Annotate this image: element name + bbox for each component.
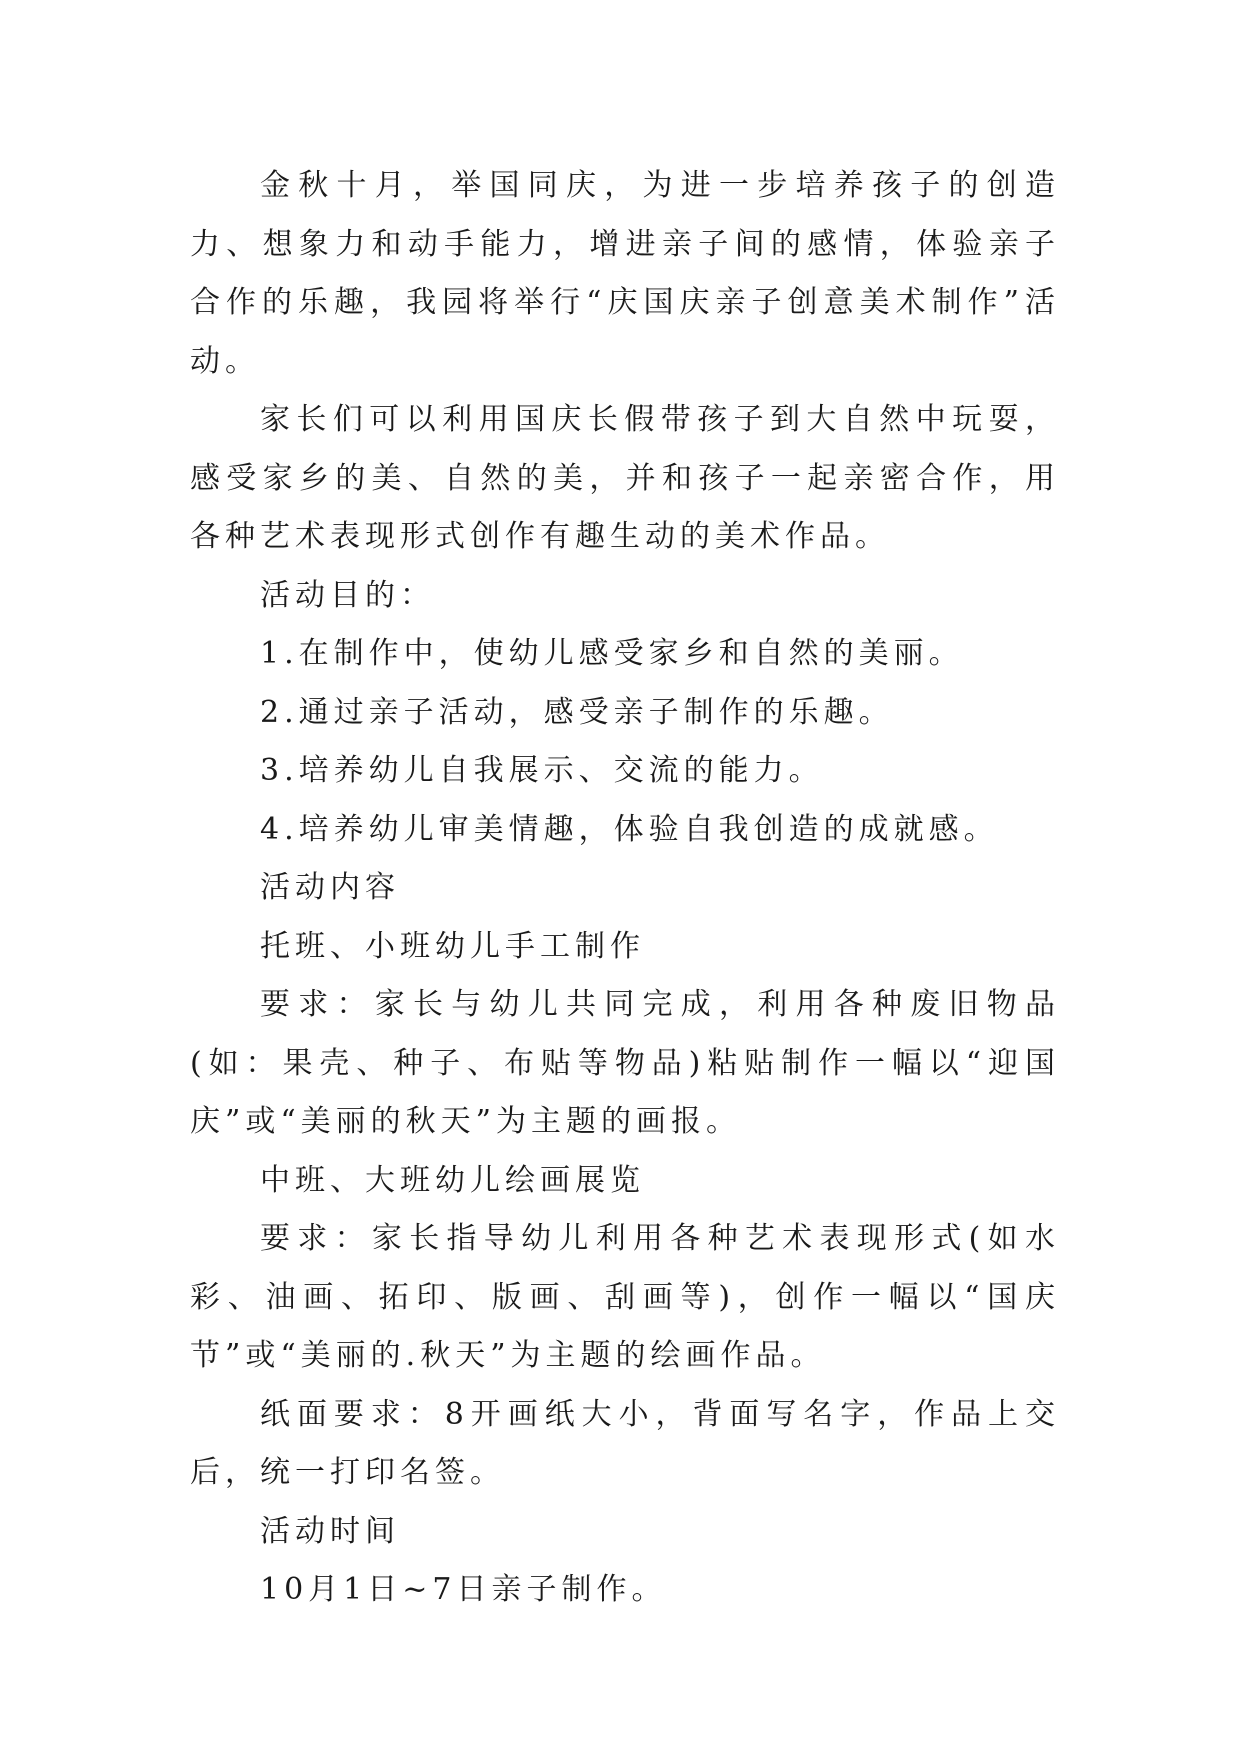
purpose-item-4: 4.培养幼儿审美情趣，体验自我创造的成就感。 <box>260 811 999 847</box>
purpose-item-1: 1.在制作中，使幼儿感受家乡和自然的美丽。 <box>260 636 964 671</box>
purpose-item-3: 3.培养幼儿自我展示、交流的能力。 <box>260 753 824 788</box>
heading-activity-time: 活动时间 <box>260 1513 400 1549</box>
requirement-small-classes: 要求：家长与幼儿共同完成，利用各种废旧物品(如：果壳、种子、布贴等物品)粘贴制作一幅以“迎国庆”或“美丽的秋天”为主题的画报。 <box>190 987 1060 1139</box>
paragraph-parents: 家长们可以利用国庆长假带孩子到大自然中玩耍，感受家乡的美、自然的美，并和孩子一起亲密合作，用各种艺术表现形式创作有趣生动的美术作品。 <box>190 402 1060 554</box>
heading-activity-purpose: 活动目的： <box>260 577 435 613</box>
subheading-small-classes: 托班、小班幼儿手工制作 <box>260 928 645 964</box>
document-body <box>190 157 1060 1620</box>
purpose-item-2: 2.通过亲子活动，感受亲子制作的乐趣。 <box>260 694 894 730</box>
activity-time-value: 10月1日~7日亲子制作。 <box>260 1572 667 1607</box>
paragraph-intro: 金秋十月，举国同庆，为进一步培养孩子的创造力、想象力和动手能力，增进亲子间的感情，体验亲子合作的乐趣，我园将举行“庆国庆亲子创意美术制作”活动。 <box>190 168 1060 379</box>
paper-requirement: 纸面要求：8开画纸大小，背面写名字，作品上交后，统一打印名签。 <box>190 1396 1060 1490</box>
heading-activity-content: 活动内容 <box>260 870 400 905</box>
requirement-middle-large-classes: 要求：家长指导幼儿利用各种艺术表现形式(如水彩、油画、拓印、版画、刮画等)，创作一幅以“国庆节”或“美丽的.秋天”为主题的绘画作品。 <box>190 1221 1060 1373</box>
subheading-middle-large-classes: 中班、大班幼儿绘画展览 <box>260 1162 645 1198</box>
